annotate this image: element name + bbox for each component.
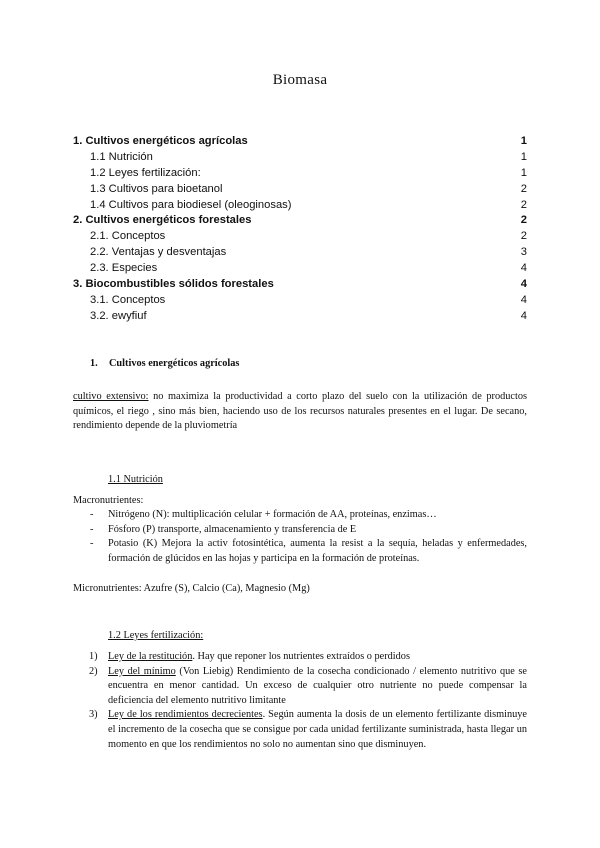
toc-entry-page: 2	[520, 214, 527, 227]
section-number: 1.	[90, 358, 98, 369]
list-number: 1)	[89, 651, 98, 662]
toc-entry-label: 3. Biocombustibles sólidos forestales	[73, 278, 274, 291]
toc-entry-page: 3	[520, 246, 527, 259]
toc-entry[interactable]	[73, 229, 527, 245]
list-item-text: Fósforo (P) transporte, almacenamiento y transferencia de E	[108, 523, 357, 535]
toc-entry-label: 2.1. Conceptos	[90, 230, 166, 243]
toc-entry-label: 3.1. Conceptos	[90, 293, 166, 306]
toc-entry-page: 4	[520, 262, 527, 275]
law-text: (Von Liebig) Rendimiento de la cosecha condicionado / elemento nutritivo que se encuentra en menor cantidad. Un exceso de cualquier otro nutriente no puede compensar la deficiencia del elemento nutritivo limitante	[108, 665, 527, 706]
toc-entry-page: 4	[520, 309, 527, 322]
laws-list	[73, 650, 527, 752]
section-heading	[90, 358, 239, 369]
list-item	[73, 523, 527, 538]
law-text: . Hay que reponer los nutrientes extraídos o perdidos	[192, 651, 410, 662]
toc-entry-page: 4	[520, 293, 527, 306]
toc-entry-label: 2.2. Ventajas y desventajas	[90, 246, 227, 259]
macronutrient-list	[73, 508, 527, 566]
dash-bullet: -	[90, 509, 94, 520]
toc-entry[interactable]	[73, 198, 527, 214]
list-item	[73, 650, 527, 665]
list-item	[73, 708, 527, 752]
dash-bullet: -	[90, 538, 94, 550]
toc-entry[interactable]	[73, 309, 527, 325]
toc-entry-label: 3.2. ewyfiuf	[90, 309, 147, 322]
toc-entry-label: 1.4 Cultivos para biodiesel (oleoginosas)	[90, 198, 292, 211]
toc-entry[interactable]	[73, 134, 527, 150]
list-item-text: Nitrógeno (N): multiplicación celular + formación de AA, proteínas, enzimas…	[108, 509, 437, 520]
list-number: 3)	[89, 709, 98, 721]
toc-entry-label: 2.3. Especies	[90, 262, 158, 275]
toc-entry-page: 1	[520, 135, 527, 147]
subsection-heading-leyes: 1.2 Leyes fertilización:	[108, 630, 204, 641]
toc-entry-label: 2. Cultivos energéticos forestales	[73, 214, 252, 227]
intro-paragraph	[73, 390, 527, 434]
list-item	[73, 537, 527, 566]
toc-entry-page: 4	[520, 278, 527, 291]
table-of-contents	[73, 134, 527, 325]
toc-entry-label: 1.1 Nutrición	[90, 150, 153, 163]
toc-entry-page: 2	[520, 230, 527, 243]
toc-entry-page: 2	[520, 182, 527, 195]
dash-bullet: -	[90, 523, 94, 535]
document-title: Biomasa	[272, 72, 328, 88]
list-item	[73, 508, 527, 523]
law-term: Ley de la restitución	[108, 651, 193, 662]
law-text: . Según aumenta la dosis de un elemento fertilizante disminuye el incremento de la cosecha que se consigue por cada unidad fertilizante suministrada, hasta llegar un momento en que los rendimientos no solo no aumentan sino que disminuyen.	[108, 709, 527, 750]
toc-entry-label: 1.3 Cultivos para bioetanol	[90, 182, 223, 195]
law-term: Ley del mínimo	[108, 665, 176, 677]
toc-entry[interactable]	[73, 150, 527, 166]
subsection-heading-nutricion: 1.1 Nutrición	[108, 474, 163, 485]
intro-text: no maximiza la productividad a corto plazo del suelo con la utilización de productos químicos, el riego , sino más bien, haciendo uso de los recursos naturales presentes en el lugar. De secano, rendimiento depende de la pluviometría	[73, 391, 527, 432]
toc-entry-page: 2	[520, 198, 527, 211]
toc-entry[interactable]	[73, 182, 527, 198]
toc-entry[interactable]	[73, 245, 527, 261]
toc-entry[interactable]	[73, 293, 527, 309]
toc-entry[interactable]	[73, 261, 527, 277]
list-item	[73, 665, 527, 709]
toc-entry[interactable]	[73, 213, 527, 229]
macronutrients-label: Macronutrientes:	[73, 495, 144, 506]
law-term: Ley de los rendimientos decrecientes	[108, 709, 263, 721]
section-title: Cultivos energéticos agrícolas	[109, 358, 240, 369]
toc-entry[interactable]	[73, 166, 527, 182]
toc-entry-label: 1. Cultivos energéticos agrícolas	[73, 135, 248, 147]
toc-entry-page: 1	[520, 166, 527, 179]
toc-entry-label: 1.2 Leyes fertilización:	[90, 166, 201, 179]
list-number: 2)	[89, 665, 98, 677]
toc-entry-page: 1	[520, 150, 527, 163]
list-item-text: Potasio (K) Mejora la activ fotosintética, aumenta la resist a la sequía, heladas y enfermedades, formación de glúcidos en las hojas y participa en la formación de proteínas.	[108, 538, 527, 564]
toc-entry[interactable]	[73, 277, 527, 293]
micronutrients-text: Micronutrientes: Azufre (S), Calcio (Ca), Magnesio (Mg)	[73, 583, 310, 594]
intro-term: cultivo extensivo:	[73, 391, 149, 402]
